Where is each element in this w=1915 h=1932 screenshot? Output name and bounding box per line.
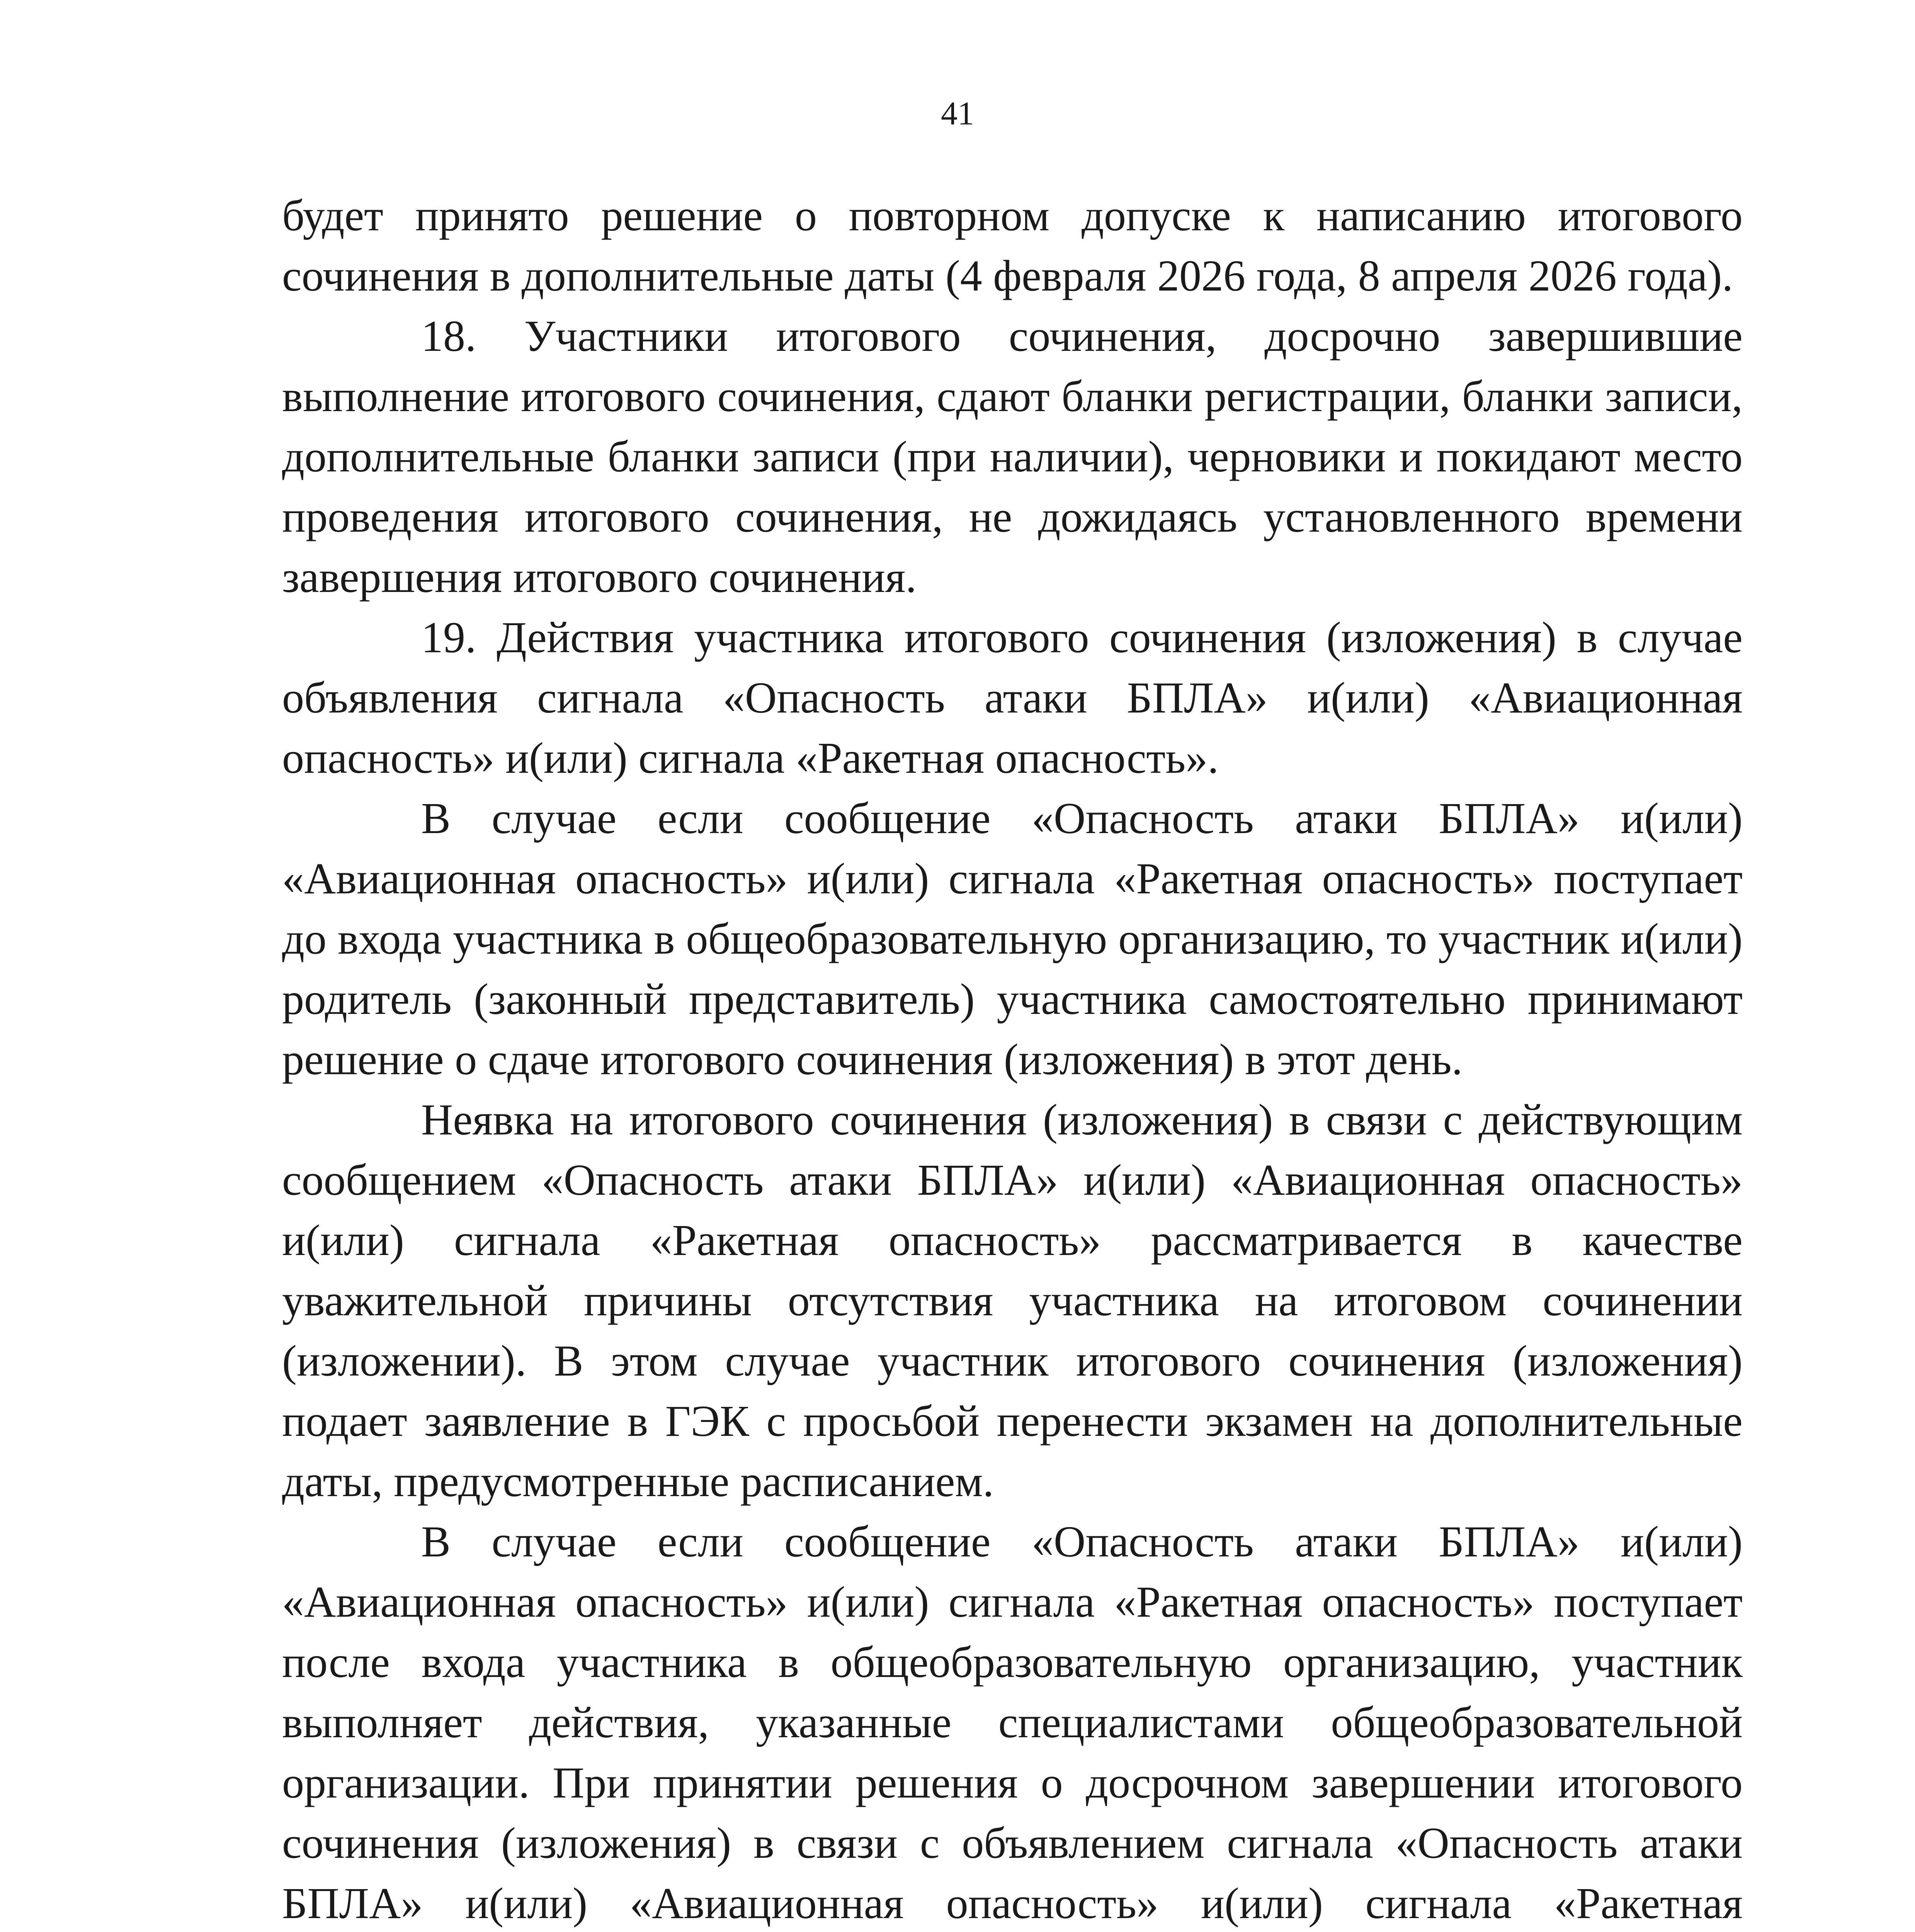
paragraph-signal-before-entry: В случае если сообщение «Опасность атаки БПЛА» и(или) «Авиационная опасность» и(или) сигнала «Ракетная опасность» поступает до входа участника в общеобразовательную организацию, то участник и(или) родитель (законный представитель) участника самостоятельно принимают решение о сдаче итогового сочинения (изложения) в этот день. xyxy=(282,794,1743,1084)
page-number: 41 xyxy=(941,95,974,132)
paragraph-continuation: будет принято решение о повторном допуске к написанию итогового сочинения в дополнительные даты (4 февраля 2026 года, 8 апреля 2026 года). xyxy=(282,191,1743,300)
paragraph-absence-reason: Неявка на итогового сочинения (изложения) в связи с действующим сообщением «Опасность атаки БПЛА» и(или) «Авиационная опасность» и(или) сигнала «Ракетная опасность» рассматривается в качестве уважительной причины отсутствия участника на итоговом сочинении (изложении). В этом случае участник итогового сочинения (изложения) подает заявление в ГЭК с просьбой перенести экзамен на дополнительные даты, предусмотренные расписанием. xyxy=(282,1095,1743,1506)
paragraph-signal-after-entry: В случае если сообщение «Опасность атаки БПЛА» и(или) «Авиационная опасность» и(или) сигнала «Ракетная опасность» поступает после входа участника в общеобразовательную организацию, участник выполняет действия, указанные специалистами общеобразовательной организации. При принятии решения о досрочном завершении итогового сочинения (изложения) в связи с объявлением сигнала «Опасность атаки БПЛА» и(или) «Авиационная опасность» и(или) сигнала «Ракетная xyxy=(282,1517,1743,1928)
paragraph-item-18: 18. Участники итогового сочинения, досрочно завершившие выполнение итогового сочинения, сдают бланки регистрации, бланки записи, дополнительные бланки записи (при наличии), черновики и покидают место проведения итогового сочинения, не дожидаясь установленного времени завершения итогового сочинения. xyxy=(282,311,1743,602)
document-body xyxy=(282,185,1743,1932)
paragraph-item-19: 19. Действия участника итогового сочинения (изложения) в случае объявления сигнала «Опасность атаки БПЛА» и(или) «Авиационная опасность» и(или) сигнала «Ракетная опасность». xyxy=(282,613,1743,782)
